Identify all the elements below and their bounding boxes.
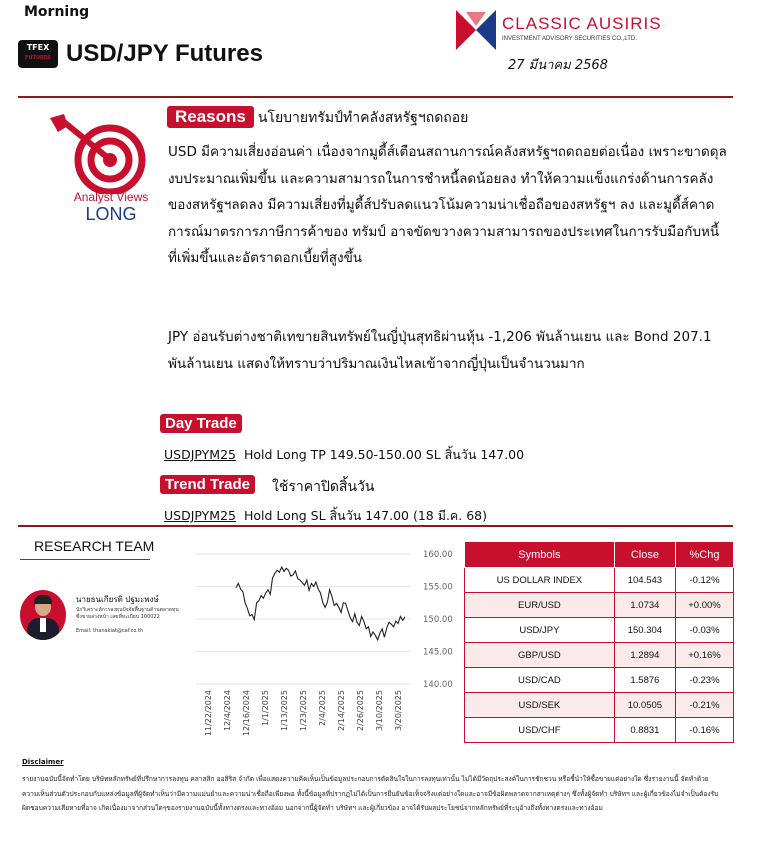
y-tick-label: 160.00 (423, 550, 453, 560)
report-date: 27 มีนาคม 2568 (508, 58, 608, 73)
day-trade-symbol: USDJPYM25 (164, 447, 236, 462)
disclaimer-title: Disclaimer (22, 758, 64, 766)
quotes-header-row (465, 542, 734, 568)
x-tick-label: 1/13/2025 (280, 690, 289, 732)
page-title: USD/JPY Futures (66, 40, 263, 67)
quote-symbol: USD/JPY (465, 618, 615, 643)
reasons-tag: Reasons (167, 106, 254, 128)
x-tick-label: 2/14/2025 (337, 690, 346, 732)
trend-trade-text: Hold Long SL สิ้นวัน 147.00 (18 มี.ค. 68) (244, 508, 488, 523)
chart-gridlines (196, 554, 410, 684)
quote-change: -0.03% (675, 618, 733, 643)
table-row (465, 593, 734, 618)
brand-name: CLASSIC AUSIRIS (502, 14, 662, 33)
x-tick-label: 1/1/2025 (261, 690, 270, 726)
y-tick-label: 145.00 (423, 647, 453, 658)
fx-quotes-table (464, 541, 734, 743)
brand-logo (454, 8, 754, 54)
y-tick-label: 155.00 (423, 582, 453, 593)
quote-close: 10.0505 (614, 693, 675, 718)
quote-change: +0.16% (675, 643, 733, 668)
section-divider (18, 525, 733, 527)
quote-close: 0.8831 (614, 718, 675, 743)
table-row (465, 568, 734, 593)
analyst-views-caption: Analyst Views (73, 190, 149, 204)
research-underline (20, 559, 150, 560)
chart-series (236, 567, 405, 640)
table-row (465, 718, 734, 743)
target-arrow-icon (50, 112, 150, 194)
quote-symbol: EUR/USD (465, 593, 615, 618)
trend-trade-line (164, 506, 487, 526)
analyst-credentials: นักวิเคราะห์การลงทุนปัจจัยพื้นฐานด้านตลาดทุน ซึ่งขายล่วงหน้า เลขที่ทะเบียน 100022 (76, 607, 179, 620)
tfex-logo-sub: FUTURES (25, 55, 51, 61)
table-row (465, 618, 734, 643)
quote-change: -0.12% (675, 568, 733, 593)
x-tick-label: 11/22/2024 (204, 690, 213, 737)
x-tick-label: 12/16/2024 (242, 690, 251, 737)
x-tick-label: 3/20/2025 (394, 690, 403, 732)
reasons-headline: นโยบายทรัมป์ทำคลังสหรัฐฯถดถอย (257, 110, 469, 126)
quotes-header-symbols: Symbols (465, 542, 615, 568)
tfex-logo-text: TFEX (26, 43, 50, 52)
table-row (465, 693, 734, 718)
quotes-header-close: Close (614, 542, 675, 568)
x-tick-label: 3/10/2025 (375, 690, 384, 732)
header-divider (18, 96, 733, 98)
quote-close: 1.0734 (614, 593, 675, 618)
usd-paragraph: USD มีความเสี่ยงอ่อนค่า เนื่องจากมูดี้ส์เตือนสถานการณ์คลังสหรัฐฯถดถอยต่อเนื่อง เพราะขาดดุลงบประมาณเพิ่มขึ้น และความสามารถในการชำหนี้ลดน้อยลง ทำให้ความแข็งแกร่งด้านการคลังของสหรัฐฯลดลง มีความเสี่ยงที่มูดี้ส์ปรับลดแนวโน้มความน่าเชื่อถือของสหรัฐฯ ลง และมูดี้ส์คาดการณ์มาตรการภาษีการค้าของ ทรัมป์ อาจขัดขวางความสามารถของประเทศในการรับมือกับหนี้ที่เพิ่มขึ้นและอัตราดอกเบี้ยที่สูงขึ้น (168, 144, 727, 267)
research-team-label: RESEARCH TEAM (34, 538, 155, 554)
x-tick-label: 2/4/2025 (318, 690, 327, 726)
brand-subtitle: INVESTMENT ADVISORY SECURITIES CO.,LTD. (502, 36, 637, 42)
y-tick-label: 140.00 (423, 680, 453, 690)
jpy-paragraph: JPY อ่อนรับต่างชาติเทขายสินทรัพย์ในญี่ปุ่นสุทธิผ่านหุ้น -1,206 พันล้านเยน และ Bond 207.1 พันล้านเยน แสดงให้ทราบว่าปริมาณเงินไหลเข้าจากญี่ปุ่นเป็นจำนวนมาก (168, 329, 712, 372)
y-tick-label: 150.00 (423, 615, 453, 625)
quote-change: -0.16% (675, 718, 733, 743)
quotes-header-chg: %Chg (675, 542, 733, 568)
quote-symbol: GBP/USD (465, 643, 615, 668)
analyst-name: นายธนเกียรติ ปฐมะพงษ์ (76, 595, 159, 604)
quote-change: -0.21% (675, 693, 733, 718)
x-tick-label: 12/4/2024 (223, 690, 232, 732)
usdjpy-series-line (236, 567, 405, 640)
table-row (465, 668, 734, 693)
chart-y-ticks (423, 550, 453, 690)
trend-trade-tag: Trend Trade (160, 475, 255, 494)
avatar (20, 590, 66, 640)
quote-close: 1.5876 (614, 668, 675, 693)
quote-symbol: USD/CHF (465, 718, 615, 743)
table-row (465, 643, 734, 668)
day-trade-line (164, 445, 524, 465)
tfex-logo (18, 40, 58, 68)
day-trade-tag: Day Trade (160, 414, 242, 433)
brand-mark-icon (454, 8, 498, 52)
quote-symbol: USD/SEK (465, 693, 615, 718)
quote-symbol: US DOLLAR INDEX (465, 568, 615, 593)
disclaimer-text: รายงานฉบับนี้จัดทำโดย บริษัทหลักทรัพย์ที่ปรึกษาการลงทุน คลาสสิก ออสิริส จำกัด เพื่อแสดงความคิดเห็นเป็นข้อมูลประกอบการตัดสินใจในการลงทุนเท่านั้น ไม่ได้มีวัตถุประสงค์ในการชักชวน หรือชี้นำให้ซื้อขายแต่อย่างใด ซึ่งรายงานนี้ จัดทำด้วยความเห็นส่วนตัวประกอบกับแหล่งข้อมูลที่ผู้จัดทำเห็นว่ามีความแม่นยำและความน่าเชื่อถือเพียงพอ ทั้งนี้ข้อมูลที่ปรากฏไม่ได้เป็นการยืนยันข้อเท็จจริงแต่อย่างใดและอาจมีข้อผิดพลาดจากสาเหตุต่างๆ ซึ่งทั้งผู้จัดทำ บริษัทฯ และผู้เกี่ยวข้องไม่จำเป็นต้องรับผิดชอบความเสียหายที่อาจ เกิดเนื่องมาจากส่วนใดๆของรายงานฉบับนี้ทั้งทางตรงและทางอ้อม นอกจากนี้ผู้จัดทำ บริษัทฯ และผู้เกี่ยวข้อง อาจได้รับผลประโยชน์จากหลักทรัพย์ที่ระบุอ้างถึงทั้งทางตรงและทางอ้อม (22, 775, 719, 812)
quote-close: 104.543 (614, 568, 675, 593)
session-label: Morning (24, 4, 90, 20)
analyst-email: Email: thanakiat@caf.co.th (76, 628, 144, 634)
quote-change: -0.23% (675, 668, 733, 693)
quote-close: 1.2894 (614, 643, 675, 668)
reasons-heading (167, 106, 468, 129)
x-tick-label: 2/26/2025 (356, 690, 365, 732)
trend-trade-note: ใช้ราคาปิดสิ้นวัน (272, 479, 375, 495)
quote-change: +0.00% (675, 593, 733, 618)
usdjpy-price-chart (190, 540, 460, 745)
analyst-view-value: LONG (85, 204, 137, 224)
x-tick-label: 1/23/2025 (299, 690, 308, 732)
trend-trade-symbol: USDJPYM25 (164, 508, 236, 523)
quote-symbol: USD/CAD (465, 668, 615, 693)
day-trade-text: Hold Long TP 149.50-150.00 SL สิ้นวัน 147.00 (244, 447, 525, 462)
chart-x-ticks (204, 690, 403, 736)
quote-close: 150.304 (614, 618, 675, 643)
